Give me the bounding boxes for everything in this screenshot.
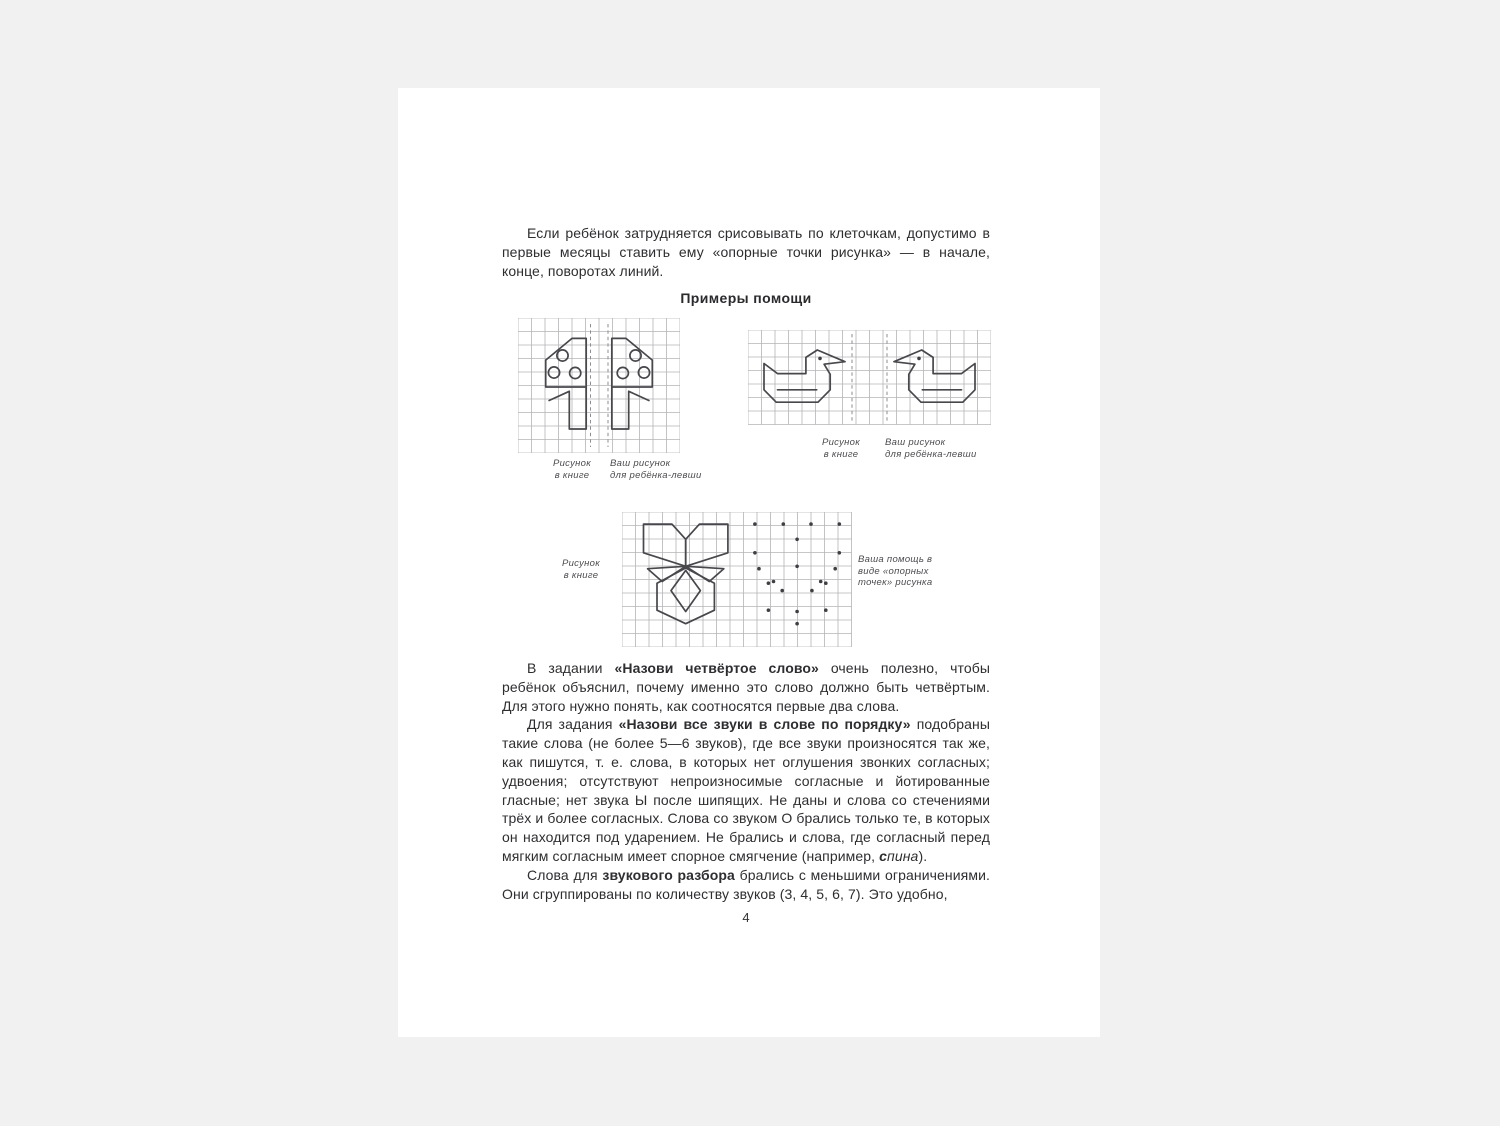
duck-drawing-lefty xyxy=(894,350,975,402)
page-number: 4 xyxy=(742,910,750,925)
grid xyxy=(518,318,680,453)
grid xyxy=(622,512,852,647)
caption-flower-points: Ваша помощь в виде «опорных точек» рисунка xyxy=(858,554,933,588)
mushroom-drawing-book xyxy=(546,338,587,429)
paragraph-sound-analysis: Слова для звукового разбора брались с меньшими ограничениями. Они сгруппированы по количеству звуков (3, 4, 5, 6, 7). Это удобно, xyxy=(502,866,990,902)
book-page xyxy=(398,88,1100,1037)
section-heading: Примеры помощи xyxy=(680,290,812,306)
mushroom-drawing-lefty xyxy=(612,338,653,429)
body-text xyxy=(502,659,990,903)
figure-flower xyxy=(622,512,852,647)
caption-mushroom-lefty: Ваш рисунок для ребёнка-левши xyxy=(610,458,702,481)
intro-paragraph xyxy=(502,224,990,280)
figure-mushrooms xyxy=(518,318,680,453)
caption-duck-book: Рисунок в книге xyxy=(821,437,861,460)
grid xyxy=(748,330,991,425)
figure-ducks xyxy=(748,330,991,425)
paragraph-sounds-task: Для задания «Назови все звуки в слове по порядку» подобраны такие слова (не более 5—6 звуков), где все звуки произносятся так же, как пишутся, т. е. слова, в которых нет оглушения звонких согласных; удвоения; отсутствуют непроизносимые согласные и йотированные гласные; нет звука Ы после шипящих. Не даны и слова со стечениями трёх и более согласных. Слова со звуком О брались только те, в которых он находится под ударением. Не брались и слова, где согласный перед мягким согласным имеет спорное смягчение (например, спина). xyxy=(502,716,990,864)
caption-mushroom-book: Рисунок в книге xyxy=(552,458,592,481)
paragraph-fourth-word: В задании «Назови четвёртое слово» очень полезно, чтобы ребёнок объяснил, почему именно это слово должно быть четвёртым. Для этого нужно понять, как соотносятся первые два слова. xyxy=(502,660,990,714)
duck-drawing-book xyxy=(764,350,845,402)
caption-duck-lefty: Ваш рисунок для ребёнка-левши xyxy=(885,437,977,460)
support-dots xyxy=(753,522,841,625)
caption-flower-book: Рисунок в книге xyxy=(561,558,601,581)
intro-text: Если ребёнок затрудняется срисовывать по клеточкам, допустимо в первые месяцы ставить ему «опорные точки рисунка» — в начале, конце, поворотах линий. xyxy=(502,225,990,279)
